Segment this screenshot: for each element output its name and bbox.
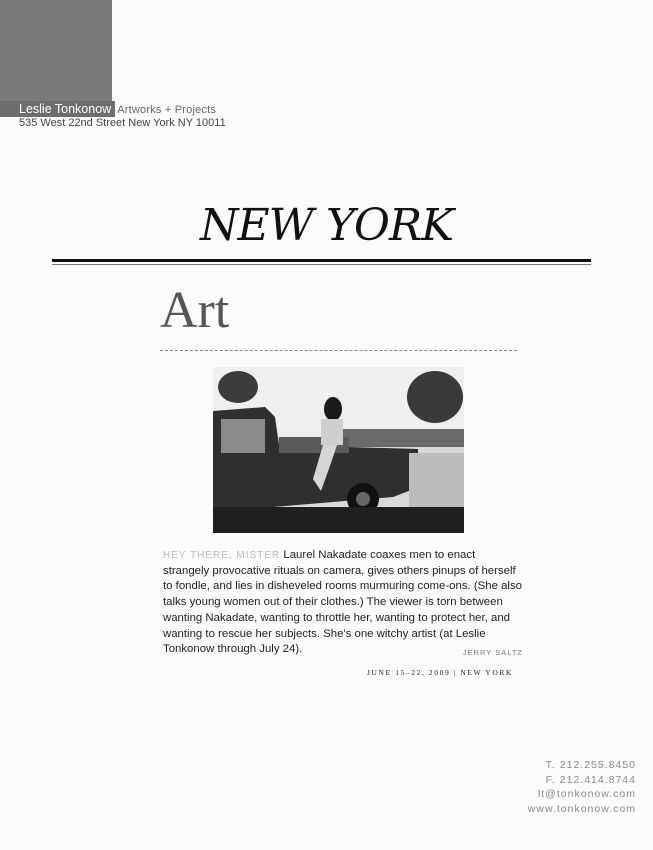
article-body <box>163 548 523 661</box>
gallery-name: Leslie Tonkonow <box>0 101 115 117</box>
newyork-masthead: NEW YORK <box>200 200 453 251</box>
article-kicker: HEY THERE, MISTER <box>163 550 281 561</box>
masthead-rule <box>52 259 591 262</box>
masthead-rule-thin <box>52 264 591 265</box>
contact-phone: T. 212.255.8450 <box>545 759 636 771</box>
contact-fax: F. 212.414.8744 <box>545 773 636 786</box>
section-divider <box>160 350 517 351</box>
gallery-address: 535 West 22nd Street New York NY 10011 <box>19 117 226 129</box>
article-photo <box>213 367 464 533</box>
gallery-contact <box>528 758 636 816</box>
contact-email: lt@tonkonow.com <box>537 788 636 800</box>
section-title: Art <box>160 282 230 339</box>
article-byline: JERRY SALTZ <box>462 648 523 658</box>
gallery-tagline: Artworks + Projects <box>117 104 217 116</box>
article-text: Laurel Nakadate coaxes men to enact strangely provocative rituals on camera, gives others pinups of herself to fondle, and lies in disheveled rooms murmuring come-ons. (She also talks young women out of their clothes.) The viewer is torn between wanting Nakadate, wanting to throttle her, wanting to protect her, and wanting to rescue her subjects. She's one witchy artist (at Leslie Tonkonow through July 24). <box>163 549 522 656</box>
gallery-letterhead <box>0 100 216 115</box>
header-gray-block <box>0 0 112 106</box>
contact-website: www.tonkonow.com <box>527 802 636 815</box>
issue-dateline: JUNE 15–22, 2009 | NEW YORK <box>367 668 513 677</box>
